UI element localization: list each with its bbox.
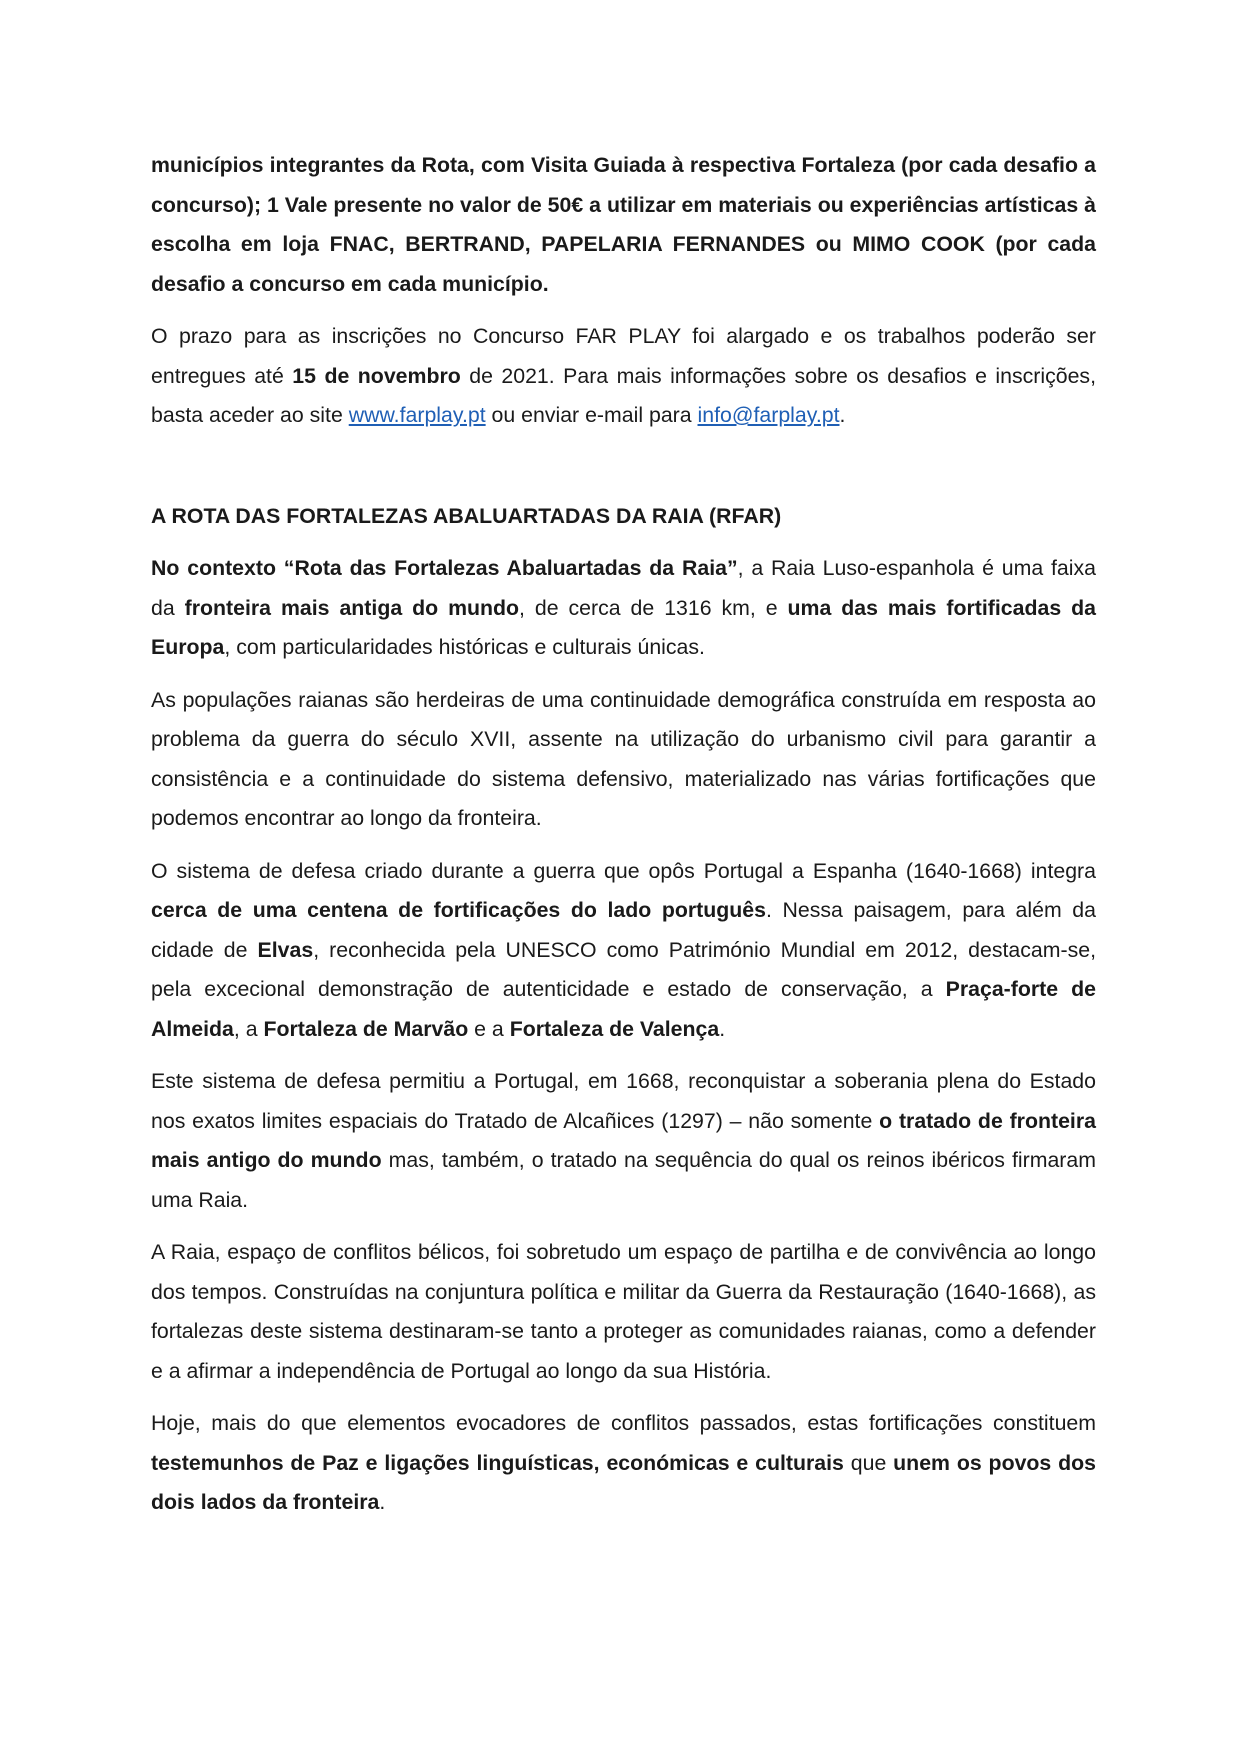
text-run: . Nessa paisagem, para além da cidade de: [151, 898, 1096, 962]
text-run: , a Raia Luso-espanhola é uma faixa da: [151, 556, 1096, 620]
intro-paragraph-2: [151, 317, 1096, 436]
text-run: O sistema de defesa criado durante a guerra que opôs Portugal a Espanha (1640-1668) integra: [151, 858, 1096, 883]
text-run: de 2021. Para mais informações sobre os desafios e inscrições, basta aceder ao site: [151, 363, 1096, 427]
section-paragraph-3: [151, 852, 1096, 1050]
section-paragraph-1: [151, 549, 1096, 668]
bold-text: Elvas: [257, 937, 314, 962]
text-run: .: [719, 1016, 726, 1041]
text-run: .: [379, 1490, 386, 1514]
text-run: .: [839, 403, 846, 427]
section-paragraph-4: [151, 1062, 1096, 1220]
text-run: que: [843, 1450, 894, 1475]
text-run: , com particularidades históricas e culturais únicas.: [224, 635, 705, 659]
text-run: e a: [468, 1016, 510, 1041]
intro-paragraph-1: [151, 146, 1096, 304]
bold-text: municípios integrantes da Rota, com Visita Guiada à respectiva Fortaleza (por cada desafio a concurso); 1 Vale presente no valor de 50€ a utilizar em materiais ou experiências artísticas à escolha em loja FNAC, BERTRAND, PAPELARIA FERNANDES ou MIMO COOK (por cada desafio a concurso em cada município.: [151, 153, 1096, 296]
bold-text: Fortaleza de Marvão: [263, 1016, 469, 1041]
text-run: A Raia, espaço de conflitos bélicos, foi sobretudo um espaço de partilha e de convivência ao longo dos tempos. Construídas na conjuntura política e militar da Guerra da Restauração (1640-1668), as fortalezas deste sistema destinaram-se tanto a proteger as comunidades raianas, como a defender e a afirmar a independência de Portugal ao longo da sua História.: [151, 1240, 1096, 1383]
section-paragraph-2: [151, 681, 1096, 839]
text-run: , reconhecida pela UNESCO como Património Mundial em 2012, destacam-se, pela excecional demonstração de autenticidade e estado de conservação, a: [151, 937, 1097, 1001]
section-heading: A ROTA DAS FORTALEZAS ABALUARTADAS DA RAIA (RFAR): [151, 503, 782, 528]
text-run: Este sistema de defesa permitiu a Portugal, em 1668, reconquistar a soberania plena do Estado nos exatos limites espaciais do Tratado de Alcañices (1297) – não somente: [151, 1069, 1096, 1133]
bold-text: No contexto “Rota das Fortalezas Abaluartadas da Raia”: [151, 556, 738, 580]
bold-text: testemunhos de Paz e ligações linguísticas, económicas e culturais: [151, 1450, 844, 1475]
text-run: , de cerca de 1316 km, e: [519, 595, 788, 620]
bold-text: 15 de novembro: [292, 363, 461, 388]
link[interactable]: www.farplay.pt: [348, 403, 486, 427]
bold-text: uma das mais fortificadas da Europa: [151, 595, 1096, 659]
text-run: Hoje, mais do que elementos evocadores de conflitos passados, estas fortificações constituem: [151, 1411, 1096, 1435]
text-run: mas, também, o tratado na sequência do qual os reinos ibéricos firmaram uma Raia.: [151, 1148, 1096, 1212]
bold-text: o tratado de fronteira mais antigo do mundo: [151, 1108, 1096, 1172]
link[interactable]: info@farplay.pt: [697, 403, 840, 427]
section-paragraph-5: [151, 1233, 1096, 1391]
text-run: ou enviar e-mail para: [485, 403, 698, 427]
text-run: , a: [233, 1016, 264, 1041]
intro-section: [151, 146, 1096, 436]
bold-text: Praça-forte de Almeida: [151, 977, 1096, 1041]
document-page: [151, 146, 1096, 1536]
text-run: As populações raianas são herdeiras de uma continuidade demográfica construída em resposta ao problema da guerra do século XVII, assente na utilização do urbanismo civil para garantir a consistência e a continuidade do sistema defensivo, materializado nas várias fortificações que podemos encontrar ao longo da fronteira.: [151, 687, 1096, 830]
section-paragraph-6: [151, 1404, 1096, 1523]
bold-text: unem os povos dos dois lados da fronteira: [151, 1450, 1097, 1514]
bold-text: cerca de uma centena de fortificações do lado português: [151, 898, 766, 922]
bold-text: fronteira mais antiga do mundo: [184, 595, 520, 620]
rfar-section: [151, 549, 1096, 1523]
bold-text: Fortaleza de Valença: [509, 1016, 720, 1041]
text-run: O prazo para as inscrições no Concurso FAR PLAY foi alargado e os trabalhos poderão ser entregues até: [151, 324, 1096, 388]
